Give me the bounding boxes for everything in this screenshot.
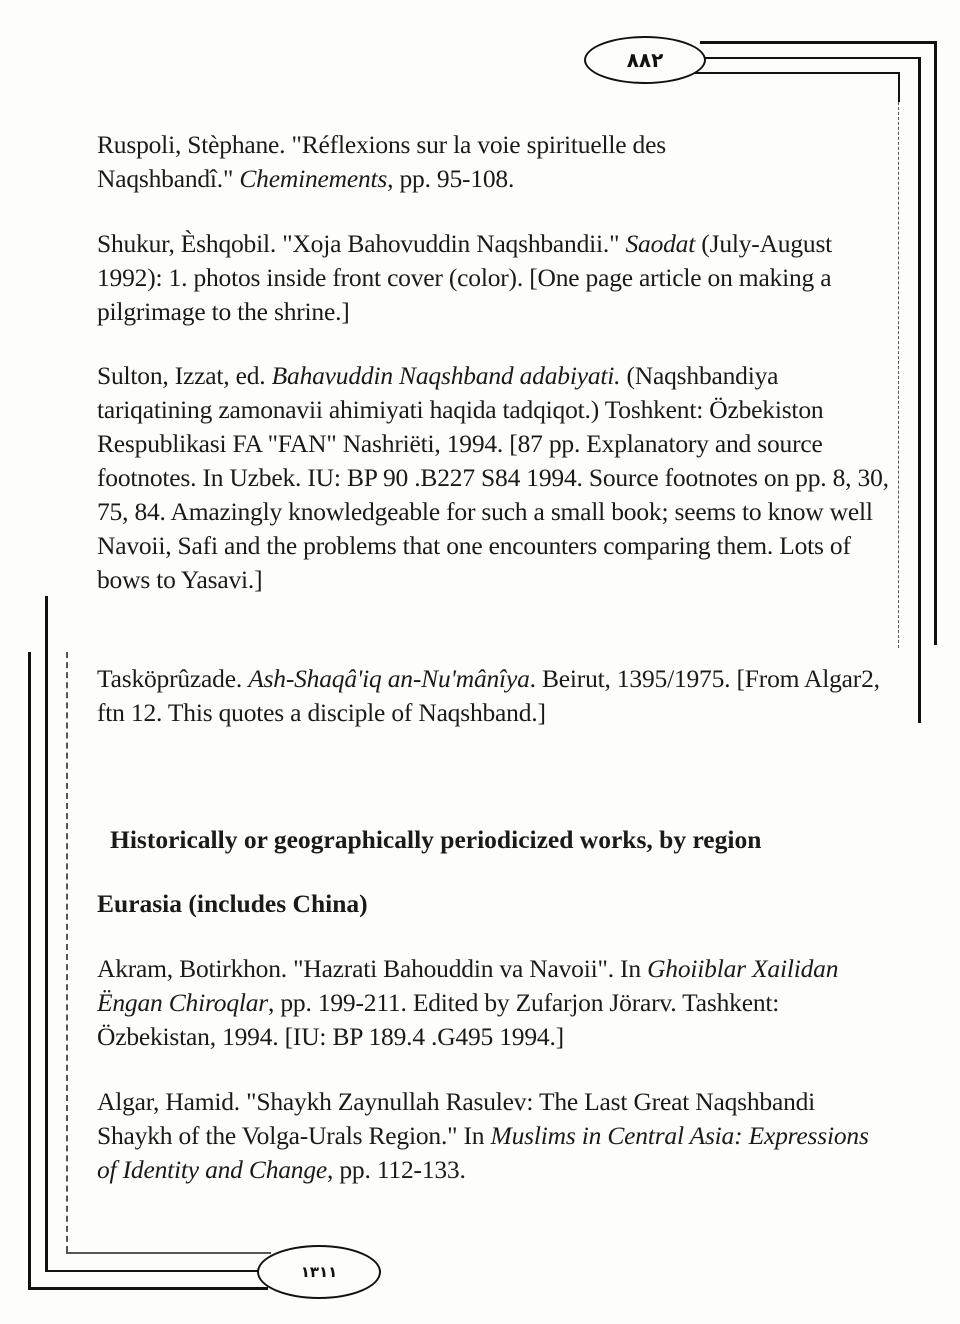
entry-rest: , pp. 95-108. <box>387 164 515 193</box>
entry-rest: (July-August 1992): 1. photos inside front cover (color). [One page article on making a pilgrimage to the shrine.] <box>97 229 833 326</box>
entry-title: "Shaykh Zaynullah Rasulev: The Last Great Naqshbandi Shaykh of the Volga-Urals Region." In <box>97 1087 816 1150</box>
entry-title: "Réflexions sur la voie spirituelle des Naqshbandî." <box>97 130 666 193</box>
entry-author: Algar, Hamid. <box>97 1087 247 1116</box>
entry-italic: Ghoiiblar Xailidan Ëngan Chiroqlar <box>97 954 839 1017</box>
top-page-number: ۸۸۲ <box>626 48 664 72</box>
frame-bottom-inner <box>66 1252 271 1254</box>
entry-rest: . Beirut, 1395/1975. [From Algar2, ftn 12. This quotes a disciple of Naqshband.] <box>97 664 880 727</box>
entry-italic: Bahavuddin Naqshband adabiyati. <box>271 361 621 390</box>
frame-top-outer <box>700 41 937 44</box>
frame-left-inner-dashed <box>66 652 68 1252</box>
section-heading: Historically or geographically periodicized works, by region <box>110 825 762 854</box>
entry-rest: , pp. 112-133. <box>327 1155 466 1184</box>
bib-entry-sulton <box>97 359 895 597</box>
entry-italic: Ash-Shaqâ'iq an-Nu'mânîya <box>248 664 530 693</box>
entry-author: Sulton, Izzat, ed. <box>97 361 272 390</box>
bib-entry-shukur <box>97 227 892 329</box>
bottom-page-number: ۱۳۱۱ <box>300 1263 338 1281</box>
frame-bottom-outer <box>28 1287 268 1290</box>
entry-rest: , pp. 199-211. Edited by Zufarjon Jörarv. Tashkent: Özbekistan, 1994. [IU: BP 189.4 .G495 1994.] <box>97 988 780 1051</box>
entry-author: Shukur, Èshqobil. <box>97 229 283 258</box>
entry-italic: Muslims in Central Asia: Expressions of Identity and Change <box>97 1121 869 1184</box>
bib-entry-algar <box>97 1085 877 1187</box>
frame-right-middle <box>918 57 921 723</box>
bib-entry-ruspoli <box>97 128 797 196</box>
bib-entry-taskoprizade <box>97 662 887 730</box>
bottom-page-number-oval <box>257 1245 381 1299</box>
frame-right-outer <box>934 41 937 645</box>
frame-left-outer <box>28 652 31 1290</box>
frame-right-inner-dashed <box>898 102 899 648</box>
bib-entry-akram <box>97 952 887 1054</box>
entry-author: Akram, Botirkhon. <box>97 954 294 983</box>
frame-left-middle <box>45 596 48 1272</box>
subsection-heading: Eurasia (includes China) <box>97 889 368 918</box>
frame-bottom-middle <box>45 1270 260 1272</box>
top-page-number-oval <box>584 36 706 84</box>
entry-title: "Hazrati Bahouddin va Navoii". In <box>293 954 648 983</box>
entry-rest: (Naqshbandiya tariqatining zamonavii ahimiyati haqida tadqiqot.) Toshkent: Özbekiston Respublikasi FA "FAN" Nashriëti, 1994. [87 pp. Explanatory and source footnotes. In Uzbek. IU: BP 90 .B227 S84 1994. Source footnotes on pp. 8, 30, 75, 84. Amazingly knowledgeable for such a small book; seems to know well Navoii, Safi and the problems that one encounters comparing them. Lots of bows to Yasavi.] <box>97 361 889 594</box>
frame-top-inner <box>692 72 900 74</box>
entry-italic: Cheminements <box>239 164 388 193</box>
entry-author: Tasköprûzade. <box>97 664 249 693</box>
entry-italic: Saodat <box>625 229 696 258</box>
frame-right-inner <box>898 72 900 102</box>
frame-top-middle <box>705 57 919 59</box>
entry-author: Ruspoli, Stèphane. <box>97 130 292 159</box>
entry-title: "Xoja Bahovuddin Naqshbandii." <box>282 229 626 258</box>
